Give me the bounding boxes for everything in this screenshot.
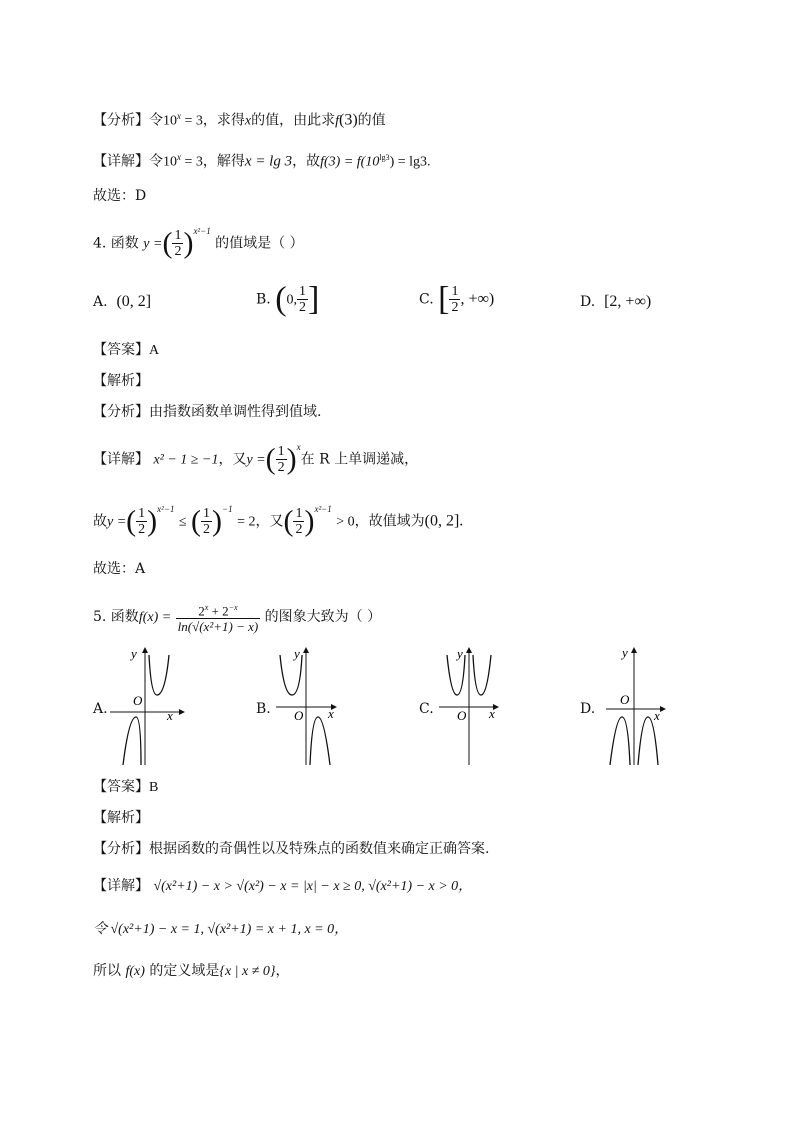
q5-analysis: 【分析】根据函数的奇偶性以及特殊点的函数值来确定正确答案.: [93, 841, 490, 857]
q4-option-a: A. (0, 2]: [93, 293, 152, 310]
svg-text:O: O: [133, 693, 143, 708]
detail-label: 【详解】: [93, 153, 149, 170]
analysis-label: 【分析】: [93, 112, 149, 129]
svg-text:x: x: [654, 708, 660, 723]
q3-answer: 故选：D: [93, 188, 147, 204]
svg-text:y: y: [622, 645, 628, 660]
q4-detail-line1: 【详解】 x² − 1 ≥ −1，又y =( $\frac{1}{2}$ )$^x$在 R 上单调递减，: [93, 441, 419, 476]
svg-text:x: x: [328, 706, 334, 721]
q4-detail-line2: 故y =( $\frac{1}{2}$ )$^{x^2-1}$ ≤ ( $\frac{1}{2}$ )$^{-1}$ = 2，又( $\frac{1}{2}$ )$^{x^2-1}$ > 0，故值域为(0, 2].: [93, 503, 464, 538]
q5-jiexi: 【解析】: [93, 810, 149, 826]
q4-stem: 4. 函数 y =( $\frac{1}{2}$ )$^{x^2-1}$ 的值域是（ ）: [93, 225, 304, 260]
q4-answer-line: 故选：A: [93, 561, 146, 577]
svg-text:O: O: [620, 692, 630, 707]
q5-detail-line3: 所以 f(x) 的定义域是{x | x ≠ 0}，: [93, 963, 290, 979]
svg-text:O: O: [294, 708, 304, 723]
svg-text:x: x: [167, 708, 173, 723]
q5-stem: 5. 函数f(x) = $\frac{2^x + 2^{-x}}{\text{ln(√(x²+1) − x)}}$ 的图象大致为（ ）: [93, 600, 381, 634]
svg-text:O: O: [457, 708, 467, 723]
q5-detail-line1: 【详解】 √(x²+1) − x > √(x²) − x = |x| − x ≥ 0, √(x²+1) − x > 0，: [93, 878, 473, 894]
svg-text:y: y: [457, 646, 463, 661]
q4-analysis: 【分析】由指数函数单调性得到值域.: [93, 404, 322, 420]
q4-option-c: C. [ $\frac{1}{2}$ , +∞): [419, 280, 495, 318]
q5-answer: 【答案】B: [93, 779, 159, 795]
svg-text:y: y: [294, 646, 300, 661]
q4-answer: 【答案】A: [93, 342, 160, 358]
q3-detail-line: 【详解】令$10^x = 3$，解得x = lg 3，故$f(3) = f(10^{lg3}) = \lg 3$.: [93, 152, 431, 170]
half-fraction: $\frac{1}{2}$: [174, 228, 182, 259]
svg-text:y: y: [131, 646, 137, 661]
q4-option-b: B. (0, $\frac{1}{2}$ ]: [256, 280, 320, 318]
q4-option-d: D. [2, +∞): [580, 293, 652, 310]
q5-detail-line2: 令 √(x²+1) − x = 1, √(x²+1) = x + 1, x = 0，: [93, 922, 349, 937]
q4-jiexi: 【解析】: [93, 373, 149, 389]
svg-text:x: x: [489, 706, 495, 721]
q3-analysis-line: 【分析】令$10^x = 3$，求得x的值，由此求f(3)的值: [93, 111, 386, 129]
q5-fraction: $\frac{2^x + 2^{-x}}{\text{ln(√(x²+1) − x)}}$: [176, 600, 261, 634]
